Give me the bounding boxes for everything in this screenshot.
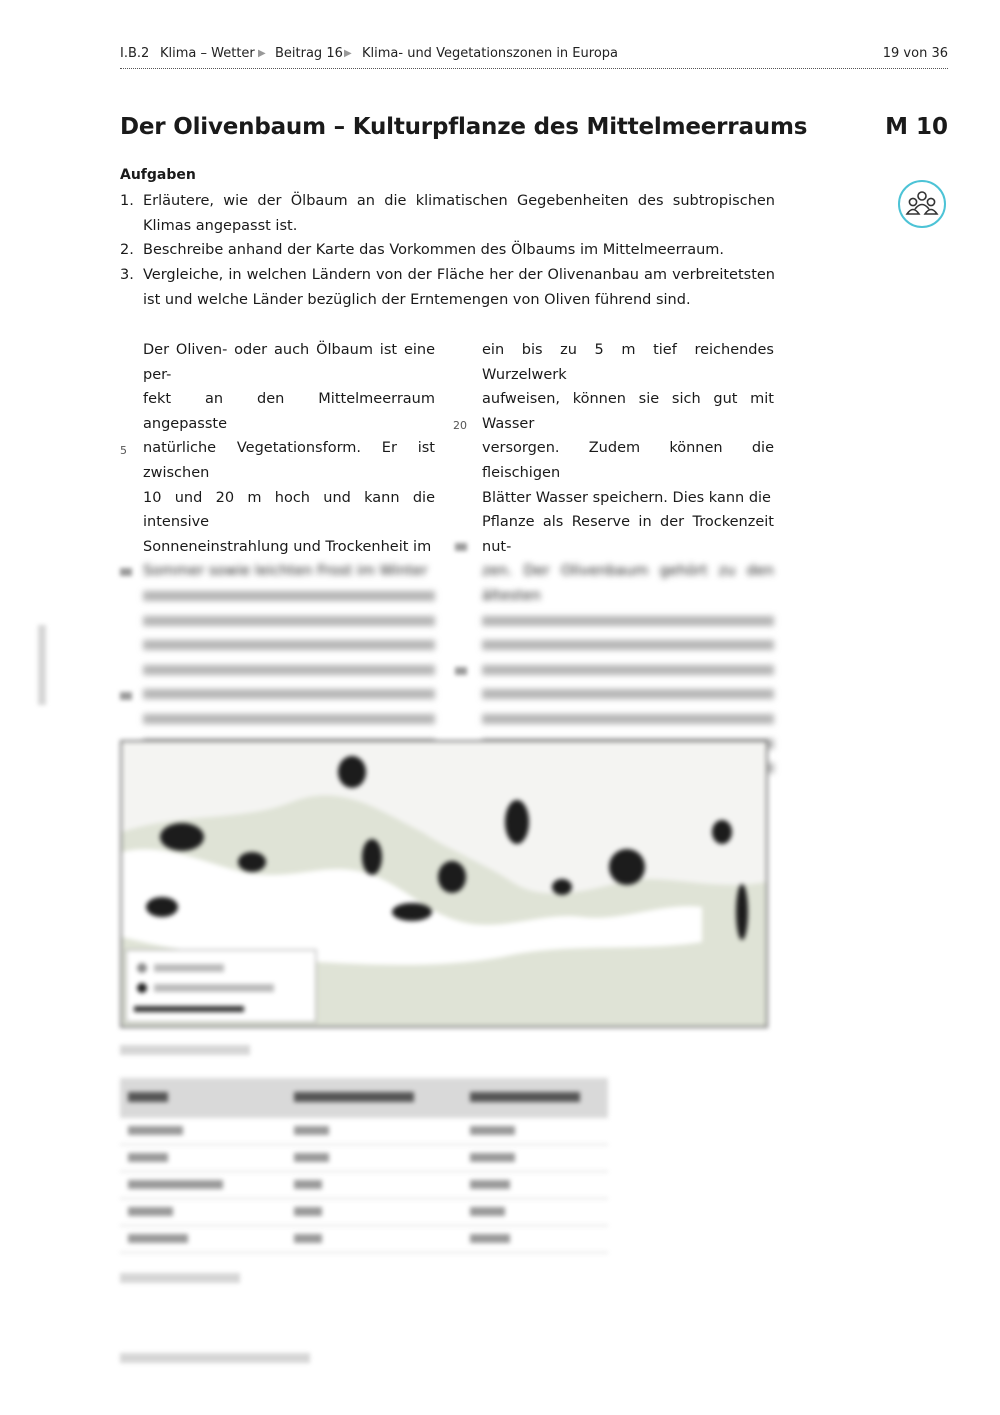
line-number: 5 [120, 444, 127, 457]
task-number: 1. [120, 193, 134, 209]
material-number: M 10 [885, 114, 948, 140]
line-number-blurred [120, 568, 132, 576]
line-number-blurred [455, 667, 467, 675]
olive-distribution-map [120, 740, 768, 1028]
page-number: 19 von 36 [882, 46, 948, 61]
task-text: Erläutere, wie der Ölbaum an die klimatischen Gegebenheiten des subtropischen Klimas angepasst ist. [143, 193, 775, 234]
text-line: Sonneneinstrahlung und Trockenheit im [143, 538, 432, 555]
text-line: Pflanze als Reserve in der Trockenzeit nut- [482, 514, 774, 555]
table-header-row [120, 1078, 608, 1118]
task-item [120, 263, 775, 312]
table-row [120, 1172, 608, 1199]
copyright-side-text [38, 625, 46, 705]
tasks-heading: Aufgaben [120, 167, 196, 183]
map-caption [120, 1045, 250, 1055]
text-line: aufweisen, können sie sich gut mit Wasser [482, 391, 774, 432]
unit-code: I.B.2 [120, 46, 150, 61]
table-row [120, 1118, 608, 1145]
header-divider [120, 68, 948, 69]
table-row [120, 1226, 608, 1253]
text-line: natürliche Vegetationsform. Er ist zwischen [143, 440, 435, 481]
task-text: Beschreibe anhand der Karte das Vorkommen des Ölbaums im Mittelmeerraum. [143, 242, 725, 258]
text-line: fekt an den Mittelmeerraum angepasste [143, 391, 435, 432]
task-text: Vergleiche, in welchen Ländern von der Fläche her der Olivenanbau am verbreitetsten ist und welche Länder bezüglich der Erntemengen von Oliven führend sind. [143, 267, 775, 308]
breadcrumb-arrow-icon: ▶ [258, 48, 266, 59]
article-label: Beitrag 16 [275, 46, 343, 61]
task-item [120, 189, 775, 238]
page-header [120, 44, 948, 66]
task-item [120, 238, 775, 263]
subtopic-label: Klima- und Vegetationszonen in Europa [362, 46, 618, 61]
text-line: ein bis zu 5 m tief reichendes Wurzelwerk [482, 342, 774, 383]
topic-label: Klima – Wetter [160, 46, 255, 61]
text-line: Der Oliven- oder auch Ölbaum ist eine per- [143, 342, 435, 383]
line-number-blurred [455, 543, 467, 551]
text-line: versorgen. Zudem können die fleischigen [482, 440, 774, 481]
line-number-blurred [120, 692, 132, 700]
task-number: 3. [120, 267, 134, 283]
group-work-icon [898, 180, 946, 228]
page-footer [120, 1353, 310, 1363]
text-line: 10 und 20 m hoch und kann die intensive [143, 489, 435, 531]
olive-data-table [120, 1078, 608, 1253]
breadcrumb-arrow-icon: ▶ [344, 48, 352, 59]
text-line: Blätter Wasser speichern. Dies kann die [482, 489, 771, 506]
text-line: Sommer sowie leichten Frost im Winter [143, 563, 428, 580]
table-row [120, 1199, 608, 1226]
table-source [120, 1273, 240, 1283]
text-line: zen. Der Olivenbaum gehört zu den ältesten [482, 563, 774, 604]
line-number: 20 [453, 419, 467, 432]
table-row [120, 1145, 608, 1172]
task-number: 2. [120, 242, 134, 258]
page-title: Der Olivenbaum – Kulturpflanze des Mittelmeerraums [120, 114, 808, 140]
